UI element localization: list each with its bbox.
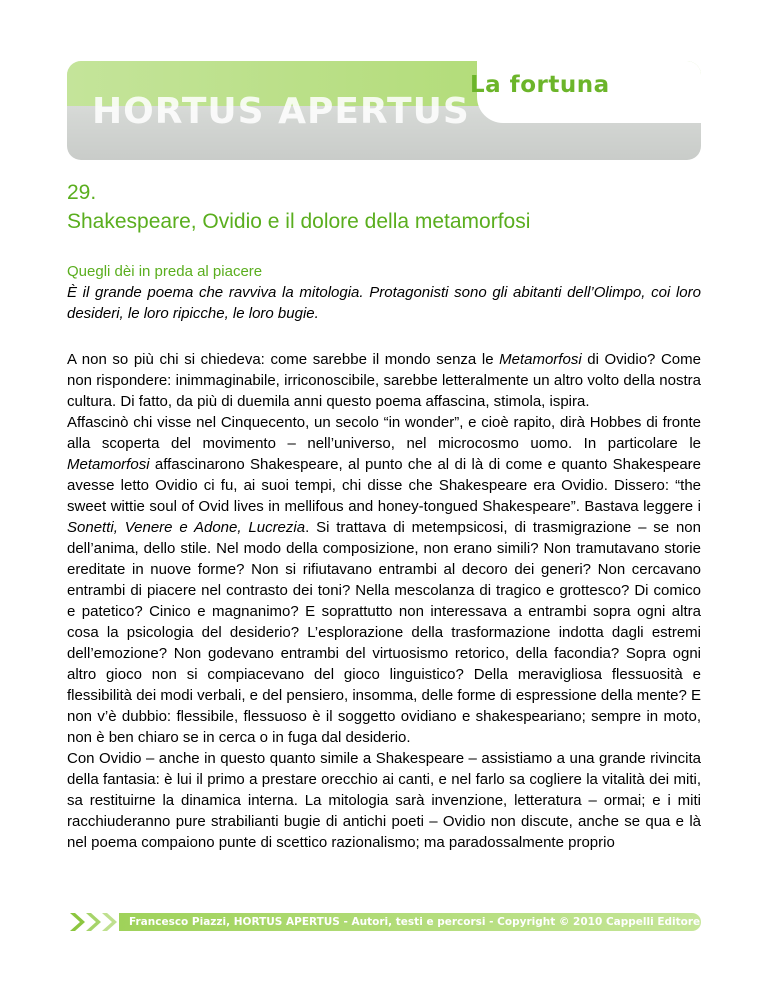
article-body [67,349,701,853]
chapter-title: Shakespeare, Ovidio e il dolore della metamorfosi [67,210,531,233]
paragraph-3: Con Ovidio – anche in questo quanto simile a Shakespeare – assistiamo a una grande rivincita della fantasia: è lui il primo a prestare orecchio ai canti, e nel farlo sa cogliere la vitalità dei miti, sa restituirne la dinamica interna. La mitologia sarà invenzione, letteratura – ormai; e i miti racchiuderanno pure strabilianti bugie di antichi poeti – Ovidio non discute, anche se qua e là nel poema compaiono punte di scettico razionalismo; ma paradossalmente proprio [67,750,701,851]
chapter-number: 29. [67,181,97,204]
subheading: Quegli dèi in preda al piacere [67,263,263,280]
paragraph-2: Affascinò chi visse nel Cinquecento, un secolo “in wonder”, e cioè rapito, dirà Hobbes di fronte alla scoperta del movimento – nell’universo, nel microcosmo uomo. In particolare le Metamorfosi affascinarono Shakespeare, al punto che al di là di come e quanto Shakespeare avesse letto Ovidio ci fu, ai suoi tempi, chi disse che Shakespeare era Ovidio. Dissero: “the sweet wittie soul of Ovid lives in mellifous and honey-tongued Shakespeare”. Bastava leggere i Sonetti, Venere e Adone, Lucrezia. Si trattava di metempsicosi, di trasmigrazione – se non dell’anima, dello stile. Nel modo della composizione, non erano simili? Non tramutavano storie ereditate in nuove forme? Non si rifiutavano entrambi al decoro dei generi? Non cercavano entrambi di piacere nel contrasto dei toni? Nella mescolanza di tragico e grottesco? Di comico e patetico? Cinico e magnanimo? E soprattutto non interessava a entrambi sopra ogni altra cosa la psicologia del desiderio? L’esplorazione della trasformazione indotta dagli estremi dell’emozione? Non godevano entrambi del virtuosismo retorico, della facondia? Sopra ogni altro gioco non si compiacevano del gioco linguistico? Della meravigliosa flessuosità e flessibilità dei modi verbali, e del pensiero, insomma, delle forme di espressione della mente? E non v’è dubbio: flessibile, flessuoso è il soggetto ovidiano e shakespeariano; sempre in moto, non è ben chiaro se in cerca o in fuga dal desiderio. [67,414,701,746]
page-footer [67,910,701,934]
chevron-right-icon [99,911,121,933]
paragraph-1: A non so più chi si chiedeva: come sarebbe il mondo senza le Metamorfosi di Ovidio? Come non rispondere: inimmaginabile, irriconoscibile, sarebbe letteralmente un altro volto della nostra cultura. Di fatto, da più di duemila anni questo poema affascina, stimola, ispira. [67,351,701,410]
brand-logo-text: HORTUS APERTUS [92,91,470,132]
footer-credit: Francesco Piazzi, HORTUS APERTUS - Autori, testi e percorsi - Copyright © 2010 Cappelli Editore [129,916,701,928]
chapter-heading [67,178,707,236]
section-title: La fortuna [470,72,610,98]
lead-paragraph: È il grande poema che ravviva la mitologia. Protagonisti sono gli abitanti dell’Olimpo, coi loro desideri, le loro ripicche, le loro bugie. [67,284,701,322]
